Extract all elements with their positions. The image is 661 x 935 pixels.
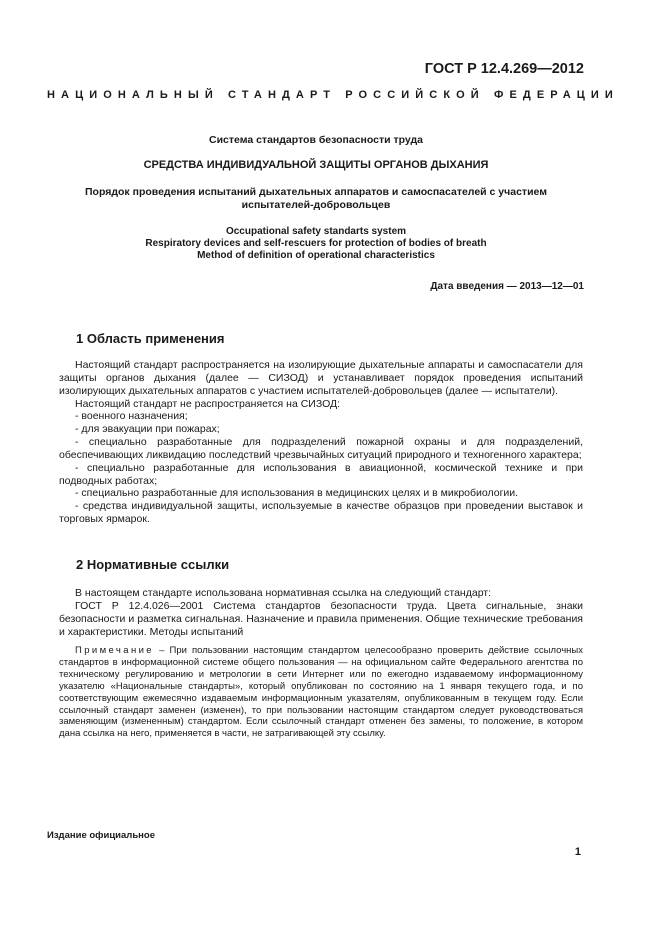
english-title-line-2: Respiratory devices and self-rescuers for protection of bodies of breath	[145, 238, 487, 249]
page-number: 1	[574, 846, 581, 858]
list-item: - для эвакуации при пожарах;	[75, 423, 220, 436]
subtitle-line-1: Порядок проведения испытаний дыхательных аппаратов и самоспасателей с участием	[84, 186, 547, 198]
subtitle	[47, 186, 585, 212]
edition-label: Издание официальное	[47, 830, 155, 841]
list-item: - специально разработанные для подразделений пожарной охраны и для подразделений, обеспечивающих ликвидацию последствий чрезвычайных ситуаций природного и техногенного характера;	[59, 436, 583, 461]
standard-number: ГОСТ Р 12.4.269—2012	[424, 61, 584, 77]
list-item: - средства индивидуальной защиты, используемые в качестве образцов при проведении выставок и торговых ярмарок.	[59, 500, 583, 526]
note-text: – При пользовании настоящим стандартом целесообразно проверить действие ссылочных стандартов в информационной системе общего пользования — на официальном сайте Федерального агентства по техническому регулированию и метрологии в сети Интернет или по ежегодно издаваемому информационному указателю «Национальные стандарты», который опубликован по состоянию на 1 января текущего года, и по соответствующим ежемесячно издаваемым информационным указателям, опубликованным в текущем году. Если ссылочный стандарт заменен (изменен), то при пользовании настоящим стандартом следует руководствоваться заменяющим (измененным) стандартом. Если ссылочный стандарт отменен без замены, то положение, в котором дана ссылка на него, применяется в части, не затрагивающей эту ссылку.	[59, 645, 583, 740]
english-title	[47, 226, 585, 262]
main-title: СРЕДСТВА ИНДИВИДУАЛЬНОЙ ЗАЩИТЫ ОРГАНОВ ДЫХАНИЯ	[143, 159, 489, 171]
list-item: - военного назначения;	[75, 410, 188, 423]
note	[59, 645, 583, 740]
subtitle-line-2: испытателей-добровольцев	[241, 199, 391, 211]
paragraph: В настоящем стандарте использована нормативная ссылка на следующий стандарт:	[75, 587, 492, 599]
list-item: - специально разработанные для использования в авиационной, космической технике и при подводных работах;	[59, 461, 583, 487]
section-1-heading: 1 Область применения	[76, 331, 225, 346]
national-standard-banner: НАЦИОНАЛЬНЫЙ СТАНДАРТ РОССИЙСКОЙ ФЕДЕРАЦИИ	[47, 89, 619, 101]
note-label: Примечание	[75, 645, 154, 656]
list-item: - специально разработанные для использования в медицинских целях и в микробиологии.	[75, 487, 519, 500]
introduction-date: Дата введения — 2013—12—01	[430, 281, 584, 292]
reference-item: ГОСТ Р 12.4.026—2001 Система стандартов безопасности труда. Цвета сигнальные, знаки безопасности и разметка сигнальная. Назначение и правила применения. Общие технические требования и характеристики. Методы испытаний	[59, 599, 583, 638]
paragraph: Настоящий стандарт не распространяется на СИЗОД:	[75, 397, 341, 410]
section-1-body	[59, 359, 583, 526]
section-2-body	[59, 587, 583, 638]
paragraph: Настоящий стандарт распространяется на изолирующие дыхательные аппараты и самоспасатели для защиты органов дыхания (далее — СИЗОД) и устанавливает порядок проведения испытаний изолирующих дыхательных аппаратов с участием испытателей-добровольцев (далее — испытатели).	[59, 359, 583, 397]
series-title: Система стандартов безопасности труда	[208, 134, 424, 146]
section-2-heading: 2 Нормативные ссылки	[76, 557, 230, 572]
english-title-line-1: Occupational safety standarts system	[225, 226, 407, 237]
english-title-line-3: Method of definition of operational characteristics	[197, 250, 435, 261]
